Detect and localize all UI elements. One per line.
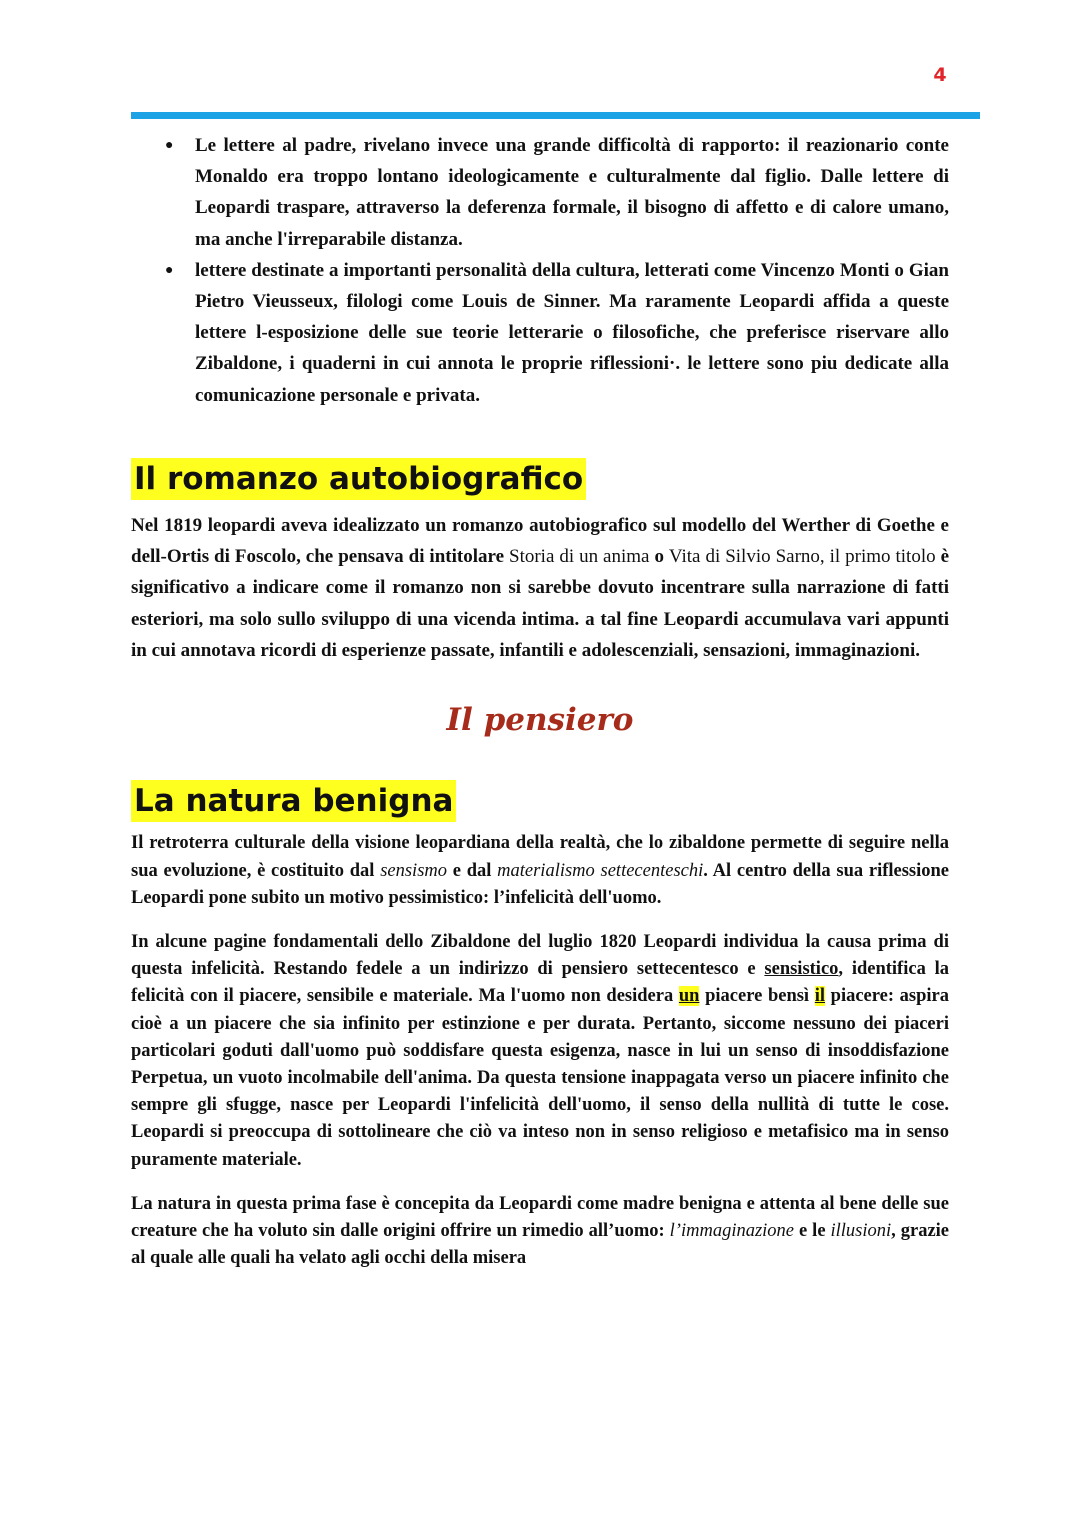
bullet-dot-icon: ●: [165, 138, 174, 153]
bullet-item: ● Le lettere al padre, rivelano invece una grande difficoltà di rapporto: il reazionario conte Monaldo era troppo lontano ideologicamente e culturalmente dal figlio. Dalle lettere di Leopardi traspare, attraverso la deferenza formale, il bisogno di affetto e di calore umano, ma anche l'irreparabile distanza.: [195, 130, 949, 255]
highlight-il: il: [814, 986, 826, 1007]
chapter-title: Il pensiero: [446, 702, 634, 739]
bullet-dot-icon: ●: [165, 262, 174, 278]
page-number: 4: [933, 64, 947, 86]
header-rule: [131, 112, 980, 119]
bullet-item: ● lettere destinate a importanti personalità della cultura, letterati come Vincenzo Monti o Gian Pietro Vieusseux, filologi come Louis de Sinner. Ma raramente Leopardi affida a queste lettere l-esposizione delle sue teorie letterarie o filosofiche, che preferisce riservare allo Zibaldone, i quaderni in cui annota le proprie riflessioni·. le lettere sono piu dedicate alla comunicazione personale e privata.: [195, 255, 949, 411]
paragraph-natura-1: Il retroterra culturale della visione leopardiana della realtà, che lo zibaldone permette di seguire nella sua evoluzione, è costituito dal sensismo e dal materialismo settecenteschi. Al centro della sua riflessione Leopardi pone subito un motivo pessimistico: l’infelicità dell'uomo.: [131, 833, 950, 908]
section-heading-natura: La natura benigna: [131, 780, 456, 822]
highlight-un: un: [678, 986, 700, 1007]
page-content: [131, 130, 949, 1272]
letters-bullet-list: [131, 130, 949, 411]
paragraph-natura-2: In alcune pagine fondamentali dello Zibaldone del luglio 1820 Leopardi individua la causa prima di questa infelicità. Restando fedele a un indirizzo di pensiero settecentesco e sensistico, identifica la felicità con il piacere, sensibile e materiale. Ma l'uomo non desidera un piacere bensì il piacere: aspira cioè a un piacere che sia infinito per estinzione e per durata. Pertanto, siccome nessuno dei piaceri particolari goduti dall'uomo può soddisfare questa esigenza, nasce in lui un senso di insoddisfazione Perpetua, un vuoto incolmabile dell'anima. Da questa tensione inappagata verso un piacere infinito che sempre gli sfugge, nasce per Leopardi l'infelicità dell'uomo, il senso della nullità di tutte le cose. Leopardi si preoccupa di sottolineare che ciò va inteso non in senso religioso e metafisico ma in senso puramente materiale.: [131, 931, 950, 1170]
paragraph-romanzo: Nel 1819 leopardi aveva idealizzato un romanzo autobiografico sul modello del Werther di Goethe e dell-Ortis di Foscolo, che pensava di intitolare Storia di un anima o Vita di Silvio Sarno, il primo titolo è significativo a indicare come il romanzo non si sarebbe dovuto incentrare sulla narrazione di fatti esteriori, ma solo sullo sviluppo di una vicenda intima. a tal fine Leopardi accumulava vari appunti in cui annotava ricordi di esperienze passate, infantili e adolescenziali, sensazioni, immaginazioni.: [131, 514, 950, 662]
section-heading-romanzo: Il romanzo autobiografico: [131, 458, 586, 500]
paragraph-natura-3: La natura in questa prima fase è concepita da Leopardi come madre benigna e attenta al bene delle sue creature che ha voluto sin dalle origini offrire un rimedio all’uomo: l’immaginazione e le illusioni, grazie al quale alle quali ha velato agli occhi della misera: [131, 1193, 950, 1269]
